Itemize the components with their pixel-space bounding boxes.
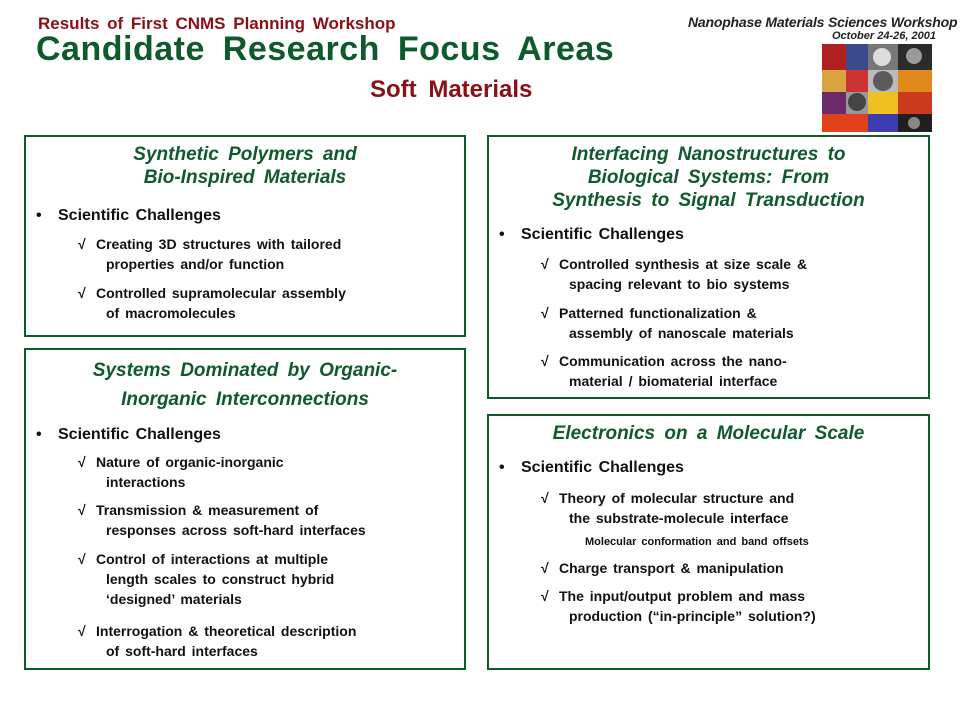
organic-item-3 [78, 549, 334, 609]
polymers-item-1-line1: Creating 3D structures with tailored [96, 236, 342, 252]
electronics-item-3-line1: The input/output problem and mass [559, 588, 805, 604]
polymers-challenges-bullet [36, 207, 221, 225]
microscopy-collage-image [822, 44, 932, 132]
organic-item-4-line2: of soft-hard interfaces [106, 643, 258, 659]
organic-item-3-line3: ‘designed’ materials [106, 591, 242, 607]
check-icon: √ [541, 588, 549, 604]
organic-title [26, 356, 464, 414]
polymers-title [26, 143, 464, 189]
bullet-icon: • [36, 207, 42, 224]
organic-item-2-line1: Transmission & measurement of [96, 502, 319, 518]
bio-title-line1: Interfacing Nanostructures to [571, 144, 846, 165]
bio-challenges-bullet [499, 226, 684, 244]
check-icon: √ [541, 560, 549, 576]
organic-box [24, 348, 466, 670]
check-icon: √ [78, 502, 86, 518]
electronics-bullet-label: Scientific Challenges [521, 459, 684, 476]
organic-item-1 [78, 452, 284, 492]
bio-item-2 [541, 303, 794, 343]
polymers-box [24, 135, 466, 337]
polymers-title-line2: Bio-Inspired Materials [143, 167, 347, 188]
bio-item-3 [541, 351, 787, 391]
organic-item-1-line1: Nature of organic-inorganic [96, 454, 284, 470]
polymers-title-line1: Synthetic Polymers and [133, 144, 357, 165]
electronics-subnote: Molecular conformation and band offsets [585, 536, 809, 548]
organic-item-3-line2: length scales to construct hybrid [106, 571, 335, 587]
organic-item-4 [78, 621, 356, 661]
electronics-item-3-line2: production (“in-principle” solution?) [569, 608, 816, 624]
bio-title [489, 143, 928, 212]
electronics-title [489, 422, 928, 445]
check-icon: √ [78, 623, 86, 639]
workshop-logo-date: October 24-26, 2001 [832, 30, 936, 42]
polymers-item-1-line2: properties and/or function [106, 256, 285, 272]
bio-title-line3: Synthesis to Signal Transduction [552, 190, 865, 211]
electronics-item-1-line2: the substrate-molecule interface [569, 510, 789, 526]
check-icon: √ [541, 305, 549, 321]
bio-item-2-line2: assembly of nanoscale materials [569, 325, 794, 341]
bio-item-3-line2: material / biomaterial interface [569, 373, 778, 389]
check-icon: √ [78, 285, 86, 301]
organic-title-line2: Inorganic Interconnections [121, 389, 369, 410]
check-icon: √ [541, 490, 549, 506]
bullet-icon: • [499, 459, 505, 476]
organic-challenges-bullet [36, 426, 221, 444]
electronics-challenges-bullet [499, 459, 684, 477]
bio-bullet-label: Scientific Challenges [521, 226, 684, 243]
organic-item-4-line1: Interrogation & theoretical description [96, 623, 357, 639]
bio-title-line2: Biological Systems: From [587, 167, 830, 188]
organic-title-line1: Systems Dominated by Organic- [92, 360, 398, 381]
electronics-item-1 [541, 488, 794, 528]
bio-item-3-line1: Communication across the nano- [559, 353, 787, 369]
polymers-item-2-line1: Controlled supramolecular assembly [96, 285, 346, 301]
bio-item-1-line2: spacing relevant to bio systems [569, 276, 790, 292]
bio-box [487, 135, 930, 399]
polymers-item-1 [78, 234, 341, 274]
page-subtitle: Soft Materials [370, 76, 533, 103]
electronics-title-line1: Electronics on a Molecular Scale [552, 423, 865, 444]
electronics-item-3 [541, 586, 816, 626]
bullet-icon: • [499, 226, 505, 243]
electronics-item-1-line1: Theory of molecular structure and [559, 490, 795, 506]
check-icon: √ [78, 551, 86, 567]
check-icon: √ [541, 353, 549, 369]
bio-item-1-line1: Controlled synthesis at size scale & [559, 256, 808, 272]
organic-bullet-label: Scientific Challenges [58, 426, 221, 443]
polymers-item-2 [78, 283, 346, 323]
workshop-results-label: Results of First CNMS Planning Workshop [38, 14, 396, 33]
electronics-item-2-line1: Charge transport & manipulation [559, 560, 784, 576]
page-title: Candidate Research Focus Areas [36, 30, 615, 68]
check-icon: √ [541, 256, 549, 272]
check-icon: √ [78, 236, 86, 252]
bullet-icon: • [36, 426, 42, 443]
organic-item-3-line1: Control of interactions at multiple [96, 551, 329, 567]
organic-item-1-line2: interactions [106, 474, 186, 490]
check-icon: √ [78, 454, 86, 470]
organic-item-2-line2: responses across soft-hard interfaces [106, 522, 366, 538]
polymers-bullet-label: Scientific Challenges [58, 207, 221, 224]
bio-item-2-line1: Patterned functionalization & [559, 305, 757, 321]
organic-item-2 [78, 500, 366, 540]
electronics-item-2 [541, 558, 784, 578]
electronics-box [487, 414, 930, 670]
workshop-logo-title: Nanophase Materials Sciences Workshop [688, 14, 958, 30]
polymers-item-2-line2: of macromolecules [106, 305, 236, 321]
bio-item-1 [541, 254, 807, 294]
